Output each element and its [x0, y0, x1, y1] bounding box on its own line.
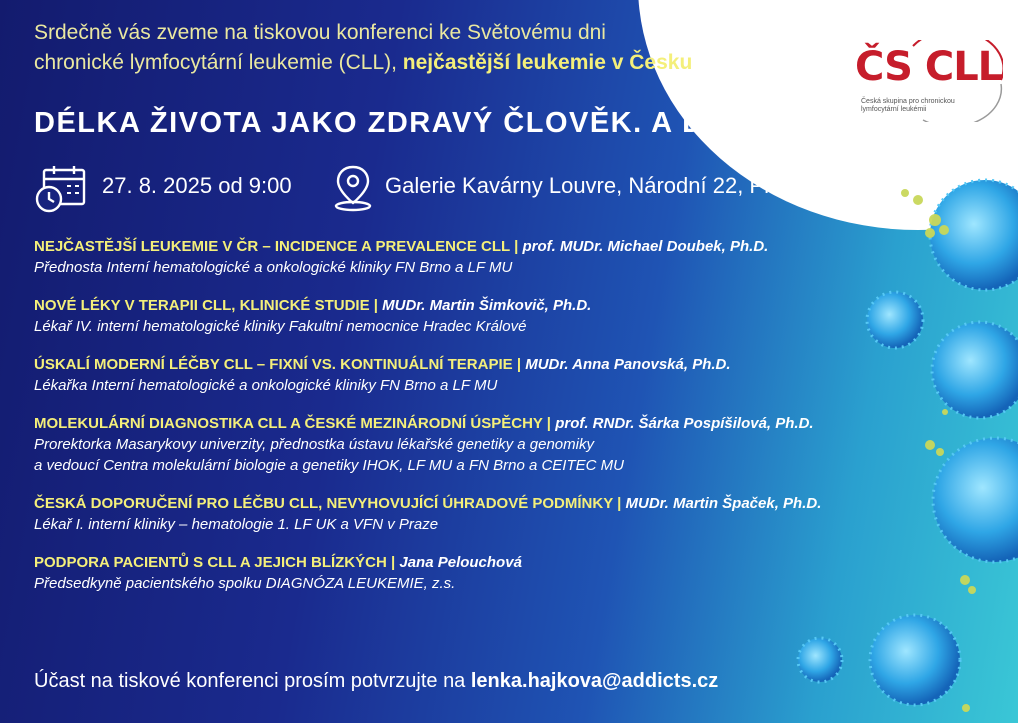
event-date-time: 27. 8. 2025 od 9:00 — [102, 173, 292, 198]
speaker-role: Prorektorka Masarykovy univerzity, přednostka ústavu lékařské genetiky a genomiky — [34, 436, 594, 453]
location-pin-icon — [332, 163, 374, 218]
event-location: Galerie Kavárny Louvre, Národní 22, Praha 1 — [385, 173, 827, 198]
program-item: ČESKÁ DOPORUČENÍ PRO LÉČBU CLL, NEVYHOVUJÍCÍ ÚHRADOVÉ PODMÍNKY | MUDr. Martin Špaček, Ph.D. Lékař I. interní kliniky – hematologie 1. LF UK a VFN v Praze — [34, 493, 954, 535]
calendar-clock-icon — [34, 163, 88, 220]
program-item: NEJČASTĚJŠÍ LEUKEMIE V ČR – INCIDENCE A PREVALENCE CLL | prof. MUDr. Michael Doubek, Ph.D. Přednosta Interní hematologické a onkologické kliniky FN Brno a LF MU — [34, 236, 954, 278]
intro-highlight: nejčastější leukemie v Česku — [402, 51, 693, 74]
program-item: PODPORA PACIENTŮ S CLL A JEJICH BLÍZKÝCH | Jana Pelouchová Předsedkyně pacientského spolku DIAGNÓZA LEUKEMIE, z.s. — [34, 552, 954, 594]
speaker-role: Přednosta Interní hematologické a onkologické kliniky FN Brno a LF MU — [34, 259, 513, 276]
talk-speaker: MUDr. Martin Špaček, Ph.D. — [625, 495, 822, 512]
event-info — [34, 163, 914, 213]
program-item: ÚSKALÍ MODERNÍ LÉČBY CLL – FIXNÍ VS. KONTINUÁLNÍ TERAPIE | MUDr. Anna Panovská, Ph.D. Lékařka Interní hematologické a onkologické kliniky FN Brno a LF MU — [34, 354, 954, 396]
talk-speaker: MUDr. Anna Panovská, Ph.D. — [525, 356, 731, 373]
rsvp-line — [34, 670, 718, 693]
talk-topic: PODPORA PACIENTŮ S CLL A JEJICH BLÍZKÝCH — [34, 554, 387, 571]
intro-text — [34, 18, 824, 78]
page-title: DÉLKA ŽIVOTA JAKO ZDRAVÝ ČLOVĚK. A DÁL? — [34, 107, 766, 139]
speaker-role: a vedoucí Centra molekulární biologie a genetiky IHOK, LF MU a FN Brno a CEITEC MU — [34, 457, 624, 474]
speaker-role: Předsedkyně pacientského spolku DIAGNÓZA LEUKEMIE, z.s. — [34, 575, 456, 592]
program-item: NOVÉ LÉKY V TERAPII CLL, KLINICKÉ STUDIE | MUDr. Martin Šimkovič, Ph.D. Lékař IV. interní hematologické kliniky Fakultní nemocnice Hradec Králové — [34, 295, 954, 337]
speaker-role: Lékařka Interní hematologické a onkologické kliniky FN Brno a LF MU — [34, 377, 498, 394]
rsvp-text: Účast na tiskové konferenci prosím potvrzujte na — [34, 670, 471, 692]
talk-topic: NEJČASTĚJŠÍ LEUKEMIE V ČR – INCIDENCE A PREVALENCE CLL — [34, 238, 510, 255]
speaker-role: Lékař IV. interní hematologické kliniky Fakultní nemocnice Hradec Králové — [34, 318, 527, 335]
talk-topic: ÚSKALÍ MODERNÍ LÉČBY CLL – FIXNÍ VS. KONTINUÁLNÍ TERAPIE — [34, 356, 513, 373]
program-list — [34, 236, 954, 611]
talk-speaker: prof. MUDr. Michael Doubek, Ph.D. — [522, 238, 769, 255]
talk-topic: NOVÉ LÉKY V TERAPII CLL, KLINICKÉ STUDIE — [34, 297, 370, 314]
cs-cll-logo: ČS CLL Česká skupina pro chronickou lymfocytární leukémii — [853, 40, 1003, 122]
talk-speaker: Jana Pelouchová — [399, 554, 522, 571]
talk-speaker: MUDr. Martin Šimkovič, Ph.D. — [382, 297, 592, 314]
speaker-role: Lékař I. interní kliniky – hematologie 1. LF UK a VFN v Praze — [34, 516, 439, 533]
talk-speaker: prof. RNDr. Šárka Pospíšilová, Ph.D. — [555, 415, 814, 432]
talk-topic: ČESKÁ DOPORUČENÍ PRO LÉČBU CLL, NEVYHOVUJÍCÍ ÚHRADOVÉ PODMÍNKY — [34, 495, 613, 512]
rsvp-email-link[interactable]: lenka.hajkova@addicts.cz — [470, 670, 719, 692]
intro-line-2: chronické lymfocytární leukemie (CLL), nejčastější leukemie v Česku — [34, 51, 693, 74]
intro-line-1: Srdečně vás zveme na tiskovou konferenci ke Světovému dni — [34, 21, 606, 44]
talk-topic: MOLEKULÁRNÍ DIAGNOSTIKA CLL A ČESKÉ MEZINÁRODNÍ ÚSPĚCHY — [34, 415, 543, 432]
program-item: MOLEKULÁRNÍ DIAGNOSTIKA CLL A ČESKÉ MEZINÁRODNÍ ÚSPĚCHY | prof. RNDr. Šárka Pospíšilová, Ph.D. Prorektorka Masarykovy univerzity, přednostka ústavu lékařské genetiky a genomiky a vedoucí Centra molekulární biologie a genetiky IHOK, LF MU a FN Brno a CEITEC MU — [34, 413, 954, 476]
